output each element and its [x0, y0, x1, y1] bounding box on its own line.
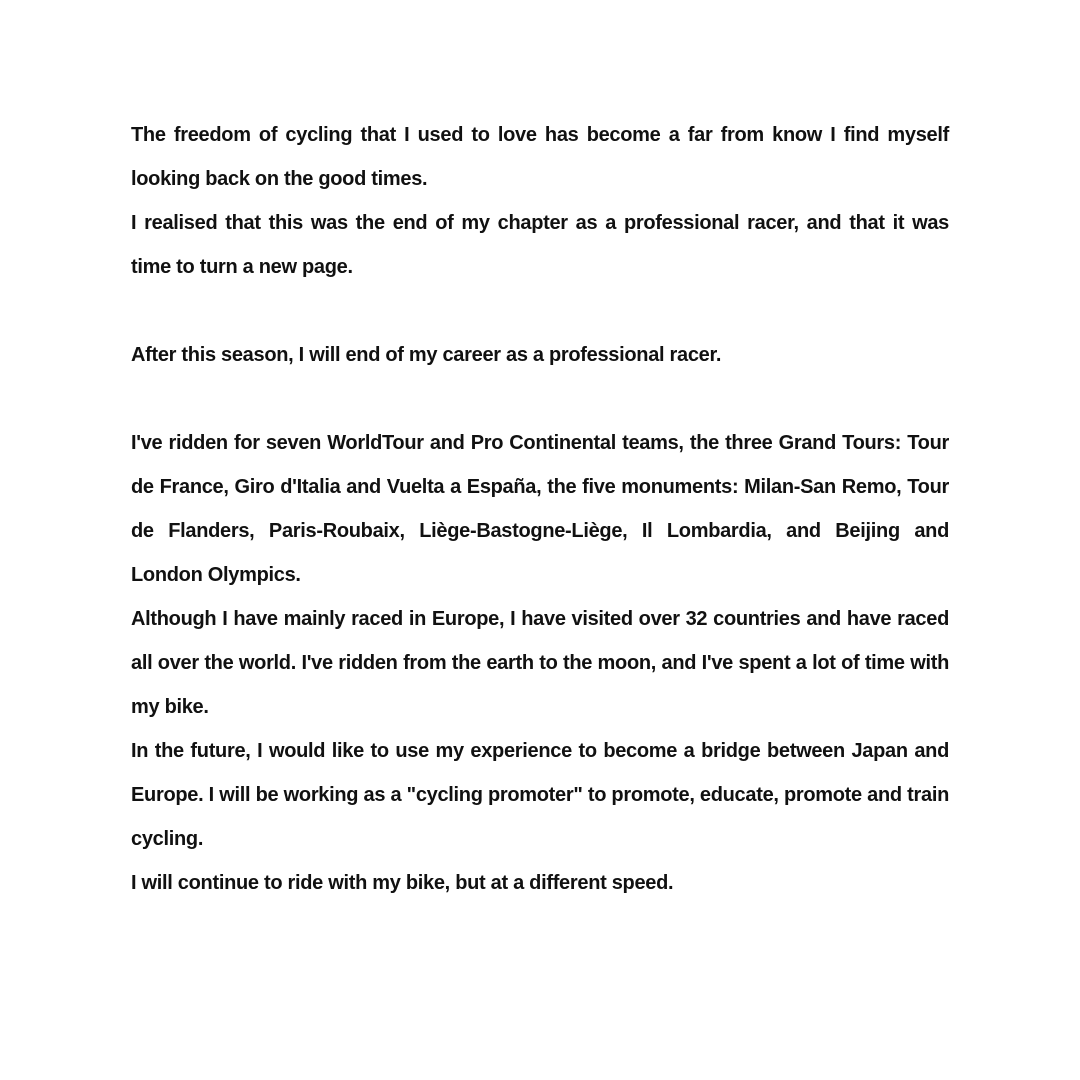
paragraph-racing-travels: Although I have mainly raced in Europe, I have visited over 32 countries and have raced all over the world. I've ridden from the earth to the moon, and I've spent a lot of time with my bike.	[131, 608, 949, 718]
paragraph-spacer	[131, 377, 949, 421]
document-body	[131, 113, 949, 905]
paragraph-closing: I will continue to ride with my bike, but at a different speed.	[131, 872, 674, 894]
paragraph-retirement-announcement: After this season, I will end of my career as a professional racer.	[131, 344, 722, 366]
paragraph-future-plans: In the future, I would like to use my experience to become a bridge between Japan and Europe. I will be working as a "cycling promoter" to promote, educate, promote and train cycling.	[131, 740, 949, 850]
paragraph-career-summary: I've ridden for seven WorldTour and Pro Continental teams, the three Grand Tours: Tour de France, Giro d'Italia and Vuelta a España, the five monuments: Milan-San Remo, Tour de Flanders, Paris-Roubaix, Liège-Bastogne-Liège, Il Lombardia, and Beijing and London Olympics.	[131, 432, 949, 586]
paragraph-end-of-chapter: I realised that this was the end of my chapter as a professional racer, and that it was time to turn a new page.	[131, 212, 949, 278]
paragraph-freedom: The freedom of cycling that I used to love has become a far from know I find myself looking back on the good times.	[131, 124, 949, 190]
paragraph-spacer	[131, 289, 949, 333]
